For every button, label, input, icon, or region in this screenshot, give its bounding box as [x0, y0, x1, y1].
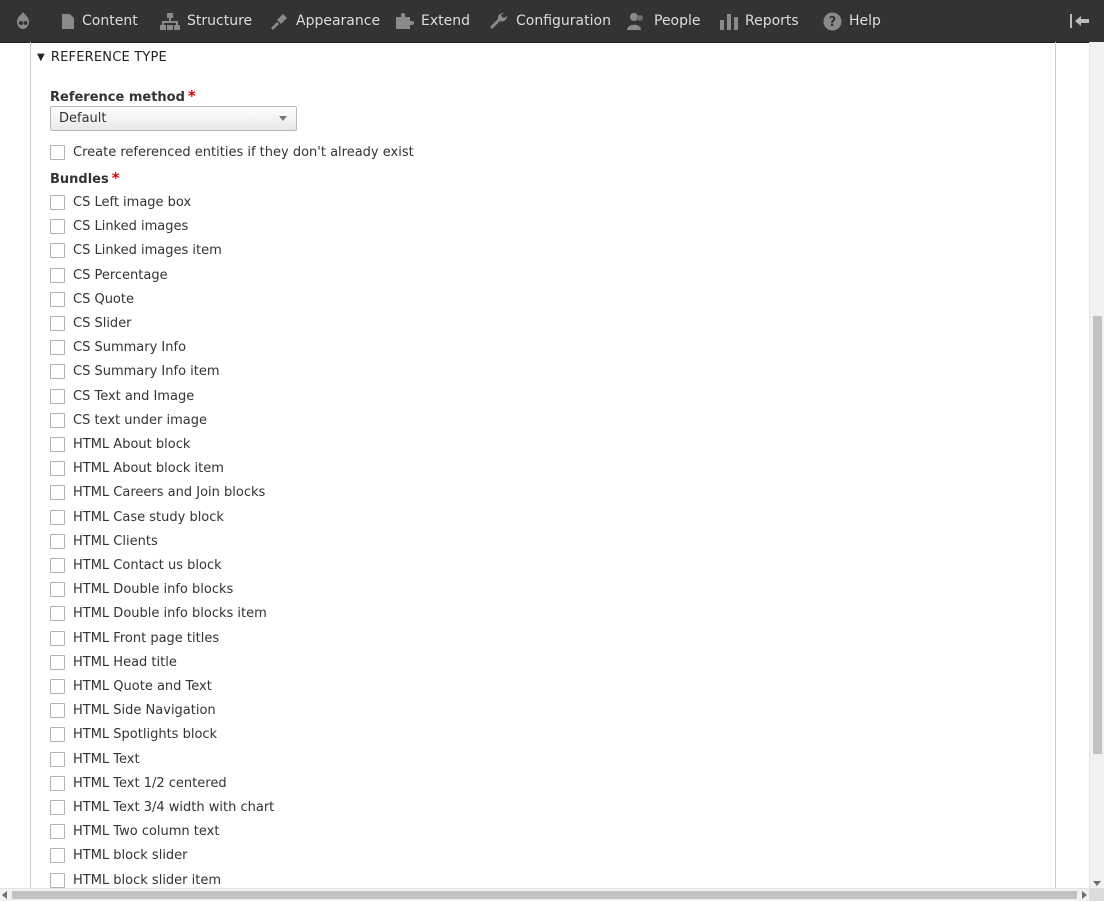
- bundle-label: HTML Contact us block: [73, 557, 222, 573]
- toolbar-item-reports[interactable]: [720, 0, 799, 42]
- bundle-label: CS Linked images: [73, 218, 189, 234]
- bundle-label: HTML Clients: [73, 533, 158, 549]
- bundle-label: CS text under image: [73, 412, 207, 428]
- bundle-checkbox[interactable]: [50, 437, 65, 452]
- auto-create-label: Create referenced entities if they don't already exist: [73, 144, 414, 160]
- bundle-checkbox[interactable]: [50, 655, 65, 670]
- bundle-checkbox[interactable]: [50, 219, 65, 234]
- bundle-option[interactable]: [50, 266, 168, 284]
- reports-icon: [720, 12, 738, 30]
- bundle-label: CS Summary Info item: [73, 363, 220, 379]
- home-icon[interactable]: [14, 0, 32, 42]
- bundle-option[interactable]: [50, 532, 158, 550]
- bundles-label: [50, 169, 120, 187]
- reference-method-label-text: Reference method: [50, 90, 185, 105]
- reference-method-select[interactable]: [50, 106, 297, 131]
- bundle-checkbox[interactable]: [50, 389, 65, 404]
- bundle-checkbox[interactable]: [50, 606, 65, 621]
- bundle-checkbox[interactable]: [50, 703, 65, 718]
- bundle-label: CS Quote: [73, 291, 134, 307]
- bundle-checkbox[interactable]: [50, 824, 65, 839]
- toolbar-label: Appearance: [296, 13, 381, 29]
- required-marker: *: [111, 169, 120, 187]
- toolbar-label: Structure: [187, 13, 253, 29]
- toolbar-label: Extend: [421, 13, 470, 29]
- bundle-label: HTML Head title: [73, 654, 177, 670]
- bundle-label: HTML About block item: [73, 460, 224, 476]
- bundle-label: CS Percentage: [73, 267, 168, 283]
- bundle-option[interactable]: [50, 653, 177, 671]
- bundle-checkbox[interactable]: [50, 752, 65, 767]
- bundle-label: HTML Front page titles: [73, 630, 220, 646]
- bundle-label: CS Text and Image: [73, 388, 195, 404]
- bundle-checkbox[interactable]: [50, 582, 65, 597]
- toolbar-label: People: [654, 13, 701, 29]
- toolbar-item-appearance[interactable]: [269, 0, 380, 42]
- bundle-option[interactable]: [50, 362, 220, 380]
- bundle-label: HTML Text: [73, 751, 140, 767]
- svg-text:?: ?: [828, 14, 837, 30]
- reference-type-summary[interactable]: [37, 50, 167, 65]
- bundle-option[interactable]: [50, 871, 221, 889]
- bundle-checkbox[interactable]: [50, 873, 65, 888]
- bundle-label: CS Linked images item: [73, 242, 222, 258]
- bundle-label: CS Left image box: [73, 194, 192, 210]
- horizontal-scrollbar-thumb[interactable]: [12, 891, 1077, 899]
- bundle-checkbox[interactable]: [50, 292, 65, 307]
- toolbar-orientation-toggle-icon[interactable]: [1070, 0, 1090, 42]
- toolbar-label: Configuration: [516, 13, 611, 29]
- bundles-label-text: Bundles: [50, 172, 109, 187]
- bundle-option[interactable]: [50, 290, 134, 308]
- help-icon: [823, 12, 842, 31]
- toolbar-item-help[interactable]: [823, 0, 881, 42]
- bundle-label: HTML Quote and Text: [73, 678, 212, 694]
- bundle-checkbox[interactable]: [50, 631, 65, 646]
- section-title: REFERENCE TYPE: [50, 50, 167, 65]
- bundle-checkbox[interactable]: [50, 776, 65, 791]
- bundle-label: HTML Double info blocks item: [73, 605, 267, 621]
- bundle-option[interactable]: [50, 314, 132, 332]
- toolbar-label: Reports: [745, 13, 799, 29]
- bundle-option[interactable]: [50, 701, 216, 719]
- toolbar-label: Content: [82, 13, 138, 29]
- vertical-scrollbar-thumb[interactable]: [1093, 316, 1102, 754]
- scroll-left-arrow-icon[interactable]: [2, 891, 7, 899]
- toolbar-item-extend[interactable]: [395, 0, 470, 42]
- bundle-option[interactable]: [50, 677, 212, 695]
- extend-icon: [395, 12, 414, 30]
- bundle-checkbox[interactable]: [50, 679, 65, 694]
- bundle-checkbox[interactable]: [50, 413, 65, 428]
- bundle-checkbox[interactable]: [50, 510, 65, 525]
- bundle-option[interactable]: [50, 411, 207, 429]
- vertical-scrollbar[interactable]: [1089, 42, 1104, 888]
- bundle-option[interactable]: [50, 241, 222, 259]
- bundle-option[interactable]: [50, 846, 188, 864]
- bundle-option[interactable]: [50, 629, 219, 647]
- bundle-option[interactable]: [50, 798, 274, 816]
- bundle-label: HTML block slider: [73, 847, 188, 863]
- bundle-checkbox[interactable]: [50, 243, 65, 258]
- bundle-label: HTML block slider item: [73, 872, 222, 888]
- bundle-option[interactable]: [50, 435, 190, 453]
- bundle-option[interactable]: [50, 483, 265, 501]
- bundle-checkbox[interactable]: [50, 558, 65, 573]
- reference-method-label: [50, 87, 196, 105]
- bundle-checkbox[interactable]: [50, 340, 65, 355]
- bundle-option[interactable]: [50, 193, 191, 211]
- people-icon: [627, 12, 647, 30]
- bundle-label: HTML Text 3/4 width with chart: [73, 799, 275, 815]
- scroll-right-arrow-icon[interactable]: [1082, 891, 1087, 899]
- structure-icon: [160, 13, 180, 30]
- scroll-down-arrow-icon[interactable]: [1093, 881, 1101, 886]
- bundle-checkbox[interactable]: [50, 485, 65, 500]
- bundle-option[interactable]: [50, 822, 219, 840]
- appearance-icon: [269, 12, 289, 30]
- bundle-option[interactable]: [50, 387, 194, 405]
- bundle-checkbox[interactable]: [50, 848, 65, 863]
- bundle-label: CS Summary Info: [73, 339, 187, 355]
- bundle-option[interactable]: [50, 774, 227, 792]
- auto-create-option[interactable]: [50, 143, 414, 161]
- bundle-option[interactable]: [50, 217, 188, 235]
- bundle-label: HTML Careers and Join blocks: [73, 484, 266, 500]
- bundle-label: CS Slider: [73, 315, 132, 331]
- bundle-checkbox[interactable]: [50, 727, 65, 742]
- bundle-checkbox[interactable]: [50, 534, 65, 549]
- content-icon: [61, 13, 75, 30]
- bundle-label: HTML About block: [73, 436, 191, 452]
- required-marker: *: [187, 87, 196, 105]
- bundle-option[interactable]: [50, 556, 222, 574]
- bundle-label: HTML Double info blocks: [73, 581, 234, 597]
- horizontal-scrollbar[interactable]: [0, 888, 1089, 901]
- toolbar-item-people[interactable]: [627, 0, 701, 42]
- chevron-down-icon: [279, 116, 287, 121]
- bundle-option[interactable]: [50, 750, 140, 768]
- bundle-option[interactable]: [50, 508, 224, 526]
- bundle-checkbox[interactable]: [50, 800, 65, 815]
- bundle-checkbox[interactable]: [50, 461, 65, 476]
- bundle-label: HTML Spotlights block: [73, 726, 218, 742]
- wrench-icon: [489, 12, 509, 30]
- toolbar-item-configuration[interactable]: [489, 0, 611, 42]
- auto-create-checkbox[interactable]: [50, 145, 65, 160]
- collapse-triangle-icon: ▼: [37, 52, 45, 63]
- toolbar-label: Help: [849, 13, 881, 29]
- bundle-label: HTML Side Navigation: [73, 702, 216, 718]
- bundle-checkbox[interactable]: [50, 364, 65, 379]
- bundle-checkbox[interactable]: [50, 316, 65, 331]
- scrollbar-corner: [1089, 888, 1104, 901]
- bundle-checkbox[interactable]: [50, 268, 65, 283]
- toolbar-item-content[interactable]: [61, 0, 138, 42]
- bundle-checkbox[interactable]: [50, 195, 65, 210]
- toolbar-item-structure[interactable]: [160, 0, 252, 42]
- bundle-label: HTML Case study block: [73, 509, 224, 525]
- bundle-option[interactable]: [50, 725, 217, 743]
- bundle-option[interactable]: [50, 604, 267, 622]
- bundle-option[interactable]: [50, 580, 233, 598]
- admin-toolbar: [0, 0, 1104, 43]
- bundle-option[interactable]: [50, 338, 186, 356]
- bundle-label: HTML Two column text: [73, 823, 220, 839]
- bundle-option[interactable]: [50, 459, 224, 477]
- bundle-label: HTML Text 1/2 centered: [73, 775, 227, 791]
- reference-method-selected: Default: [59, 111, 107, 126]
